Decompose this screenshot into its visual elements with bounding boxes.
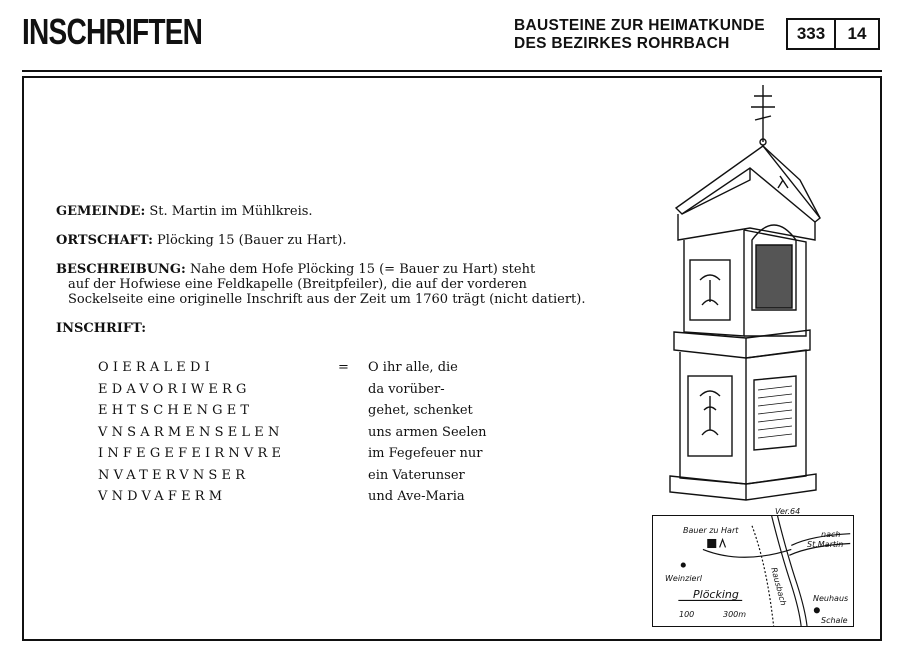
inscription-table xyxy=(98,360,568,511)
inscription-row xyxy=(98,468,568,490)
inscription-row xyxy=(98,382,568,404)
series-title-line1: BAUSTEINE ZUR HEIMATKUNDE xyxy=(514,17,765,34)
beschreibung-label: BESCHREIBUNG: xyxy=(56,262,186,277)
inschrift-heading xyxy=(56,321,596,336)
gemeinde-line xyxy=(56,204,596,219)
page-title: INSCHRIFTEN xyxy=(22,11,203,52)
inscription-code: EDAVORIWERG xyxy=(98,381,251,397)
location-map xyxy=(652,507,854,627)
inscription-translation: uns armen Seelen xyxy=(368,424,487,440)
map-label-neuhaus: Neuhaus xyxy=(813,594,849,603)
map-scale-end: 300m xyxy=(723,610,747,619)
map-label-place: Plöcking xyxy=(693,588,739,601)
ortschaft-value: Plöcking 15 (Bauer zu Hart). xyxy=(152,233,347,248)
description-block xyxy=(56,204,596,350)
ortschaft-line xyxy=(56,233,596,248)
inscription-translation: ein Vaterunser xyxy=(368,467,465,483)
inscription-row xyxy=(98,489,568,511)
beschreibung-continuation: auf der Hofwiese eine Feldkapelle (Breitpfeiler), die auf der vorderen Sockelseite eine originelle Inschrift aus der Zeit um 1760 trägt (nicht datiert). xyxy=(68,277,586,307)
inscription-translation: und Ave-Maria xyxy=(368,489,465,504)
beschreibung-first-line: Nahe dem Hofe Plöcking 15 (= Bauer zu Hart) steht xyxy=(185,262,536,277)
map-label-st-martin: St.Martin xyxy=(807,540,844,549)
header-rule xyxy=(22,70,882,72)
map-label-stream: Rausbach xyxy=(769,566,788,607)
beschreibung-line xyxy=(56,262,596,307)
inscription-code: OIERALEDI xyxy=(98,360,214,375)
inscription-row xyxy=(98,360,568,382)
inscription-row xyxy=(98,403,568,425)
inscription-code: VNSARMENSELEN xyxy=(98,424,284,440)
inscription-row xyxy=(98,425,568,447)
inscription-translation: gehet, schenket xyxy=(368,403,473,418)
map-label-nach: nach xyxy=(821,530,841,539)
inscription-code: EHTSCHENGET xyxy=(98,403,254,418)
inscription-translation: da vorüber- xyxy=(368,381,445,397)
chapel-illustration xyxy=(660,80,835,510)
series-title-line2: DES BEZIRKES ROHRBACH xyxy=(514,35,730,52)
gemeinde-label: GEMEINDE: xyxy=(56,204,146,219)
map-label-bauer: Bauer zu Hart xyxy=(683,526,739,535)
inscription-translation: im Fegefeuer nur xyxy=(368,446,483,461)
map-scale-start: 100 xyxy=(679,610,695,619)
series-title xyxy=(514,17,765,53)
inscription-code: NVATERVNSER xyxy=(98,467,250,483)
ortschaft-label: ORTSCHAFT: xyxy=(56,233,153,248)
number-box-2: 14 xyxy=(834,18,880,50)
number-box-1: 333 xyxy=(786,18,836,50)
inscription-translation: O ihr alle, die xyxy=(368,360,458,375)
inscription-code: INFEGEFEIRNVRE xyxy=(98,446,286,461)
inscription-code: VNDVAFERM xyxy=(98,489,227,504)
inschrift-label: INSCHRIFT: xyxy=(56,321,147,336)
map-label-weinzierl: Weinzierl xyxy=(665,574,702,583)
map-label-schale: Schale xyxy=(821,616,848,625)
gemeinde-value: St. Martin im Mühlkreis. xyxy=(145,204,313,219)
map-label-road: Ver.64 xyxy=(775,507,801,516)
equals-sign: = xyxy=(338,360,349,375)
inscription-row xyxy=(98,446,568,468)
